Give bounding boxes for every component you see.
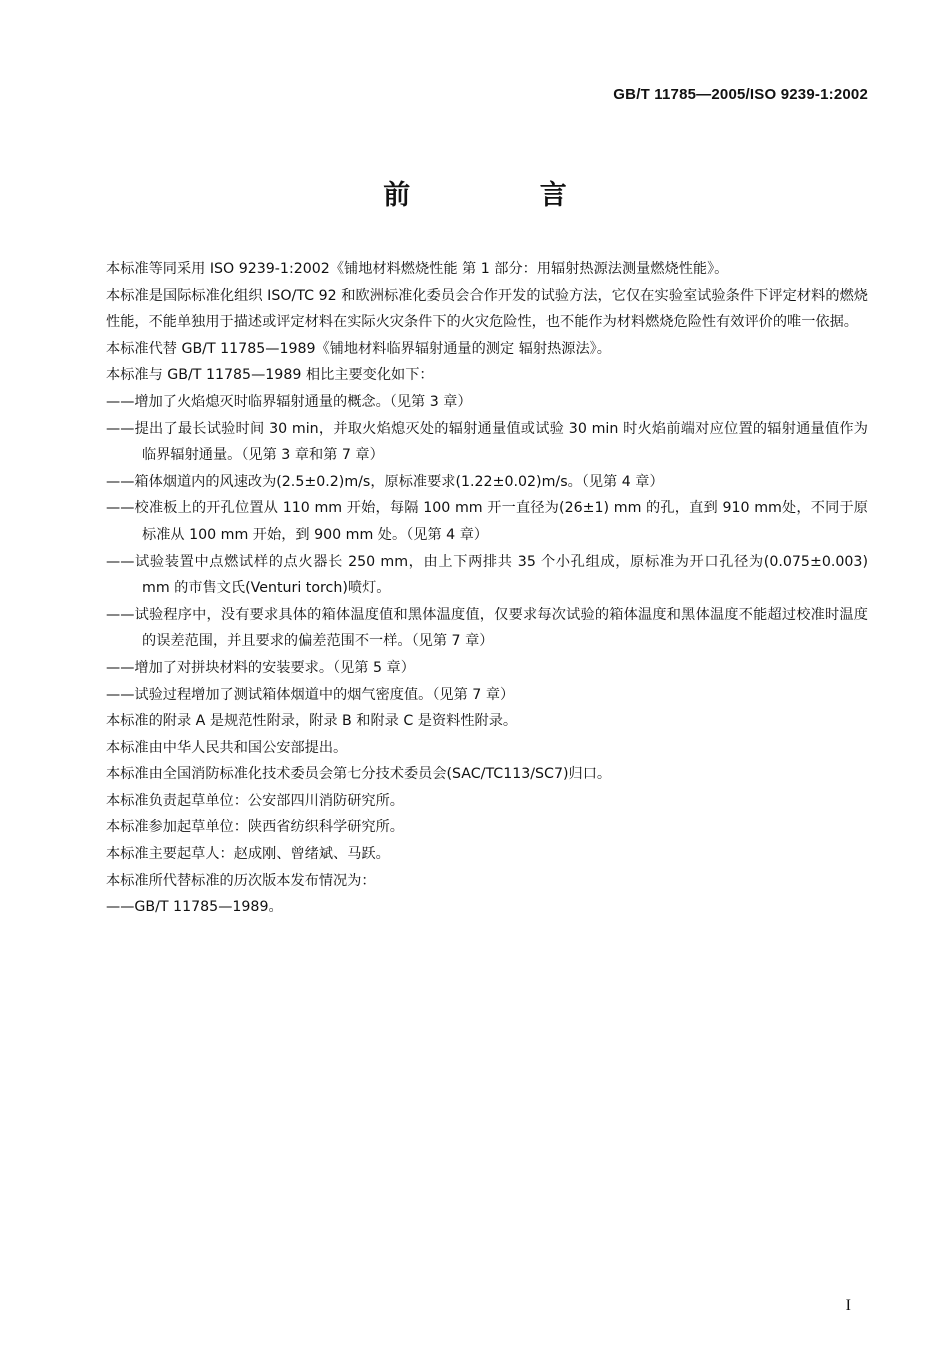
paragraph-responsible-unit: 本标准负责起草单位：公安部四川消防研究所。 xyxy=(106,792,404,809)
change-item: ——试验装置中点燃试样的点火器长 250 mm，由上下两排共 35 个小孔组成，原标准为开口孔径为(0.075±0.003) mm 的市售文氏(Venturi torch)喷灯。 xyxy=(106,553,868,597)
paragraph-history-intro: 本标准所代替标准的历次版本发布情况为： xyxy=(106,872,376,889)
paragraph-drafters: 本标准主要起草人：赵成刚、曾绪斌、马跃。 xyxy=(106,846,390,863)
history-item: ——GB/T 11785—1989。 xyxy=(106,899,283,916)
page-number: I xyxy=(845,1297,851,1314)
change-item: ——提出了最长试验时间 30 min，并取火焰熄灭处的辐射通量值或试验 30 min 时火焰前端对应位置的辐射通量值作为临界辐射通量。（见第 3 章和第 7 章） xyxy=(106,420,868,464)
paragraph-participating-unit: 本标准参加起草单位：陕西省纺织科学研究所。 xyxy=(106,819,404,836)
change-item: ——试验过程增加了测试箱体烟道中的烟气密度值。（见第 7 章） xyxy=(106,686,515,703)
change-item: ——校准板上的开孔位置从 110 mm 开始，每隔 100 mm 开一直径为(26±1) mm 的孔，直到 910 mm处，不同于原标准从 100 mm 开始，到 900 mm 处。（见第 4 章） xyxy=(106,500,868,543)
paragraph-scope: 本标准是国际标准化组织 ISO/TC 92 和欧洲标准化委员会合作开发的试验方法，它仅在实验室试验条件下评定材料的燃烧性能，不能单独用于描述或评定材料在实际火灾条件下的火灾危险性，也不能作为材料燃烧危险性有效评价的唯一依据。 xyxy=(106,287,868,331)
change-item: ——增加了火焰熄灭时临界辐射通量的概念。（见第 3 章） xyxy=(106,393,472,410)
paragraph-proposer: 本标准由中华人民共和国公安部提出。 xyxy=(106,739,348,756)
paragraph-changes-intro: 本标准与 GB/T 11785—1989 相比主要变化如下： xyxy=(106,367,434,384)
change-item: ——箱体烟道内的风速改为(2.5±0.2)m/s，原标准要求(1.22±0.02)m/s。（见第 4 章） xyxy=(106,473,664,490)
paragraph-appendix: 本标准的附录 A 是规范性附录，附录 B 和附录 C 是资料性附录。 xyxy=(106,713,518,730)
paragraph-adoption: 本标准等同采用 ISO 9239-1:2002《铺地材料燃烧性能 第 1 部分：用辐射热源法测量燃烧性能》。 xyxy=(106,261,729,277)
page-title: 前 言 xyxy=(383,180,627,211)
change-item: ——增加了对拼块材料的安装要求。（见第 5 章） xyxy=(106,659,415,676)
change-item: ——试验程序中，没有要求具体的箱体温度值和黑体温度值，仅要求每次试验的箱体温度和黑体温度不能超过校准时温度的误差范围，并且要求的偏差范围不一样。（见第 7 章） xyxy=(106,606,868,650)
standard-code: GB/T 11785—2005/ISO 9239-1:2002 xyxy=(613,86,868,103)
paragraph-replaces: 本标准代替 GB/T 11785—1989《铺地材料临界辐射通量的测定 辐射热源法》。 xyxy=(106,340,611,357)
paragraph-committee: 本标准由全国消防标准化技术委员会第七分技术委员会(SAC/TC113/SC7)归口。 xyxy=(106,766,612,783)
preface-body xyxy=(106,256,868,921)
